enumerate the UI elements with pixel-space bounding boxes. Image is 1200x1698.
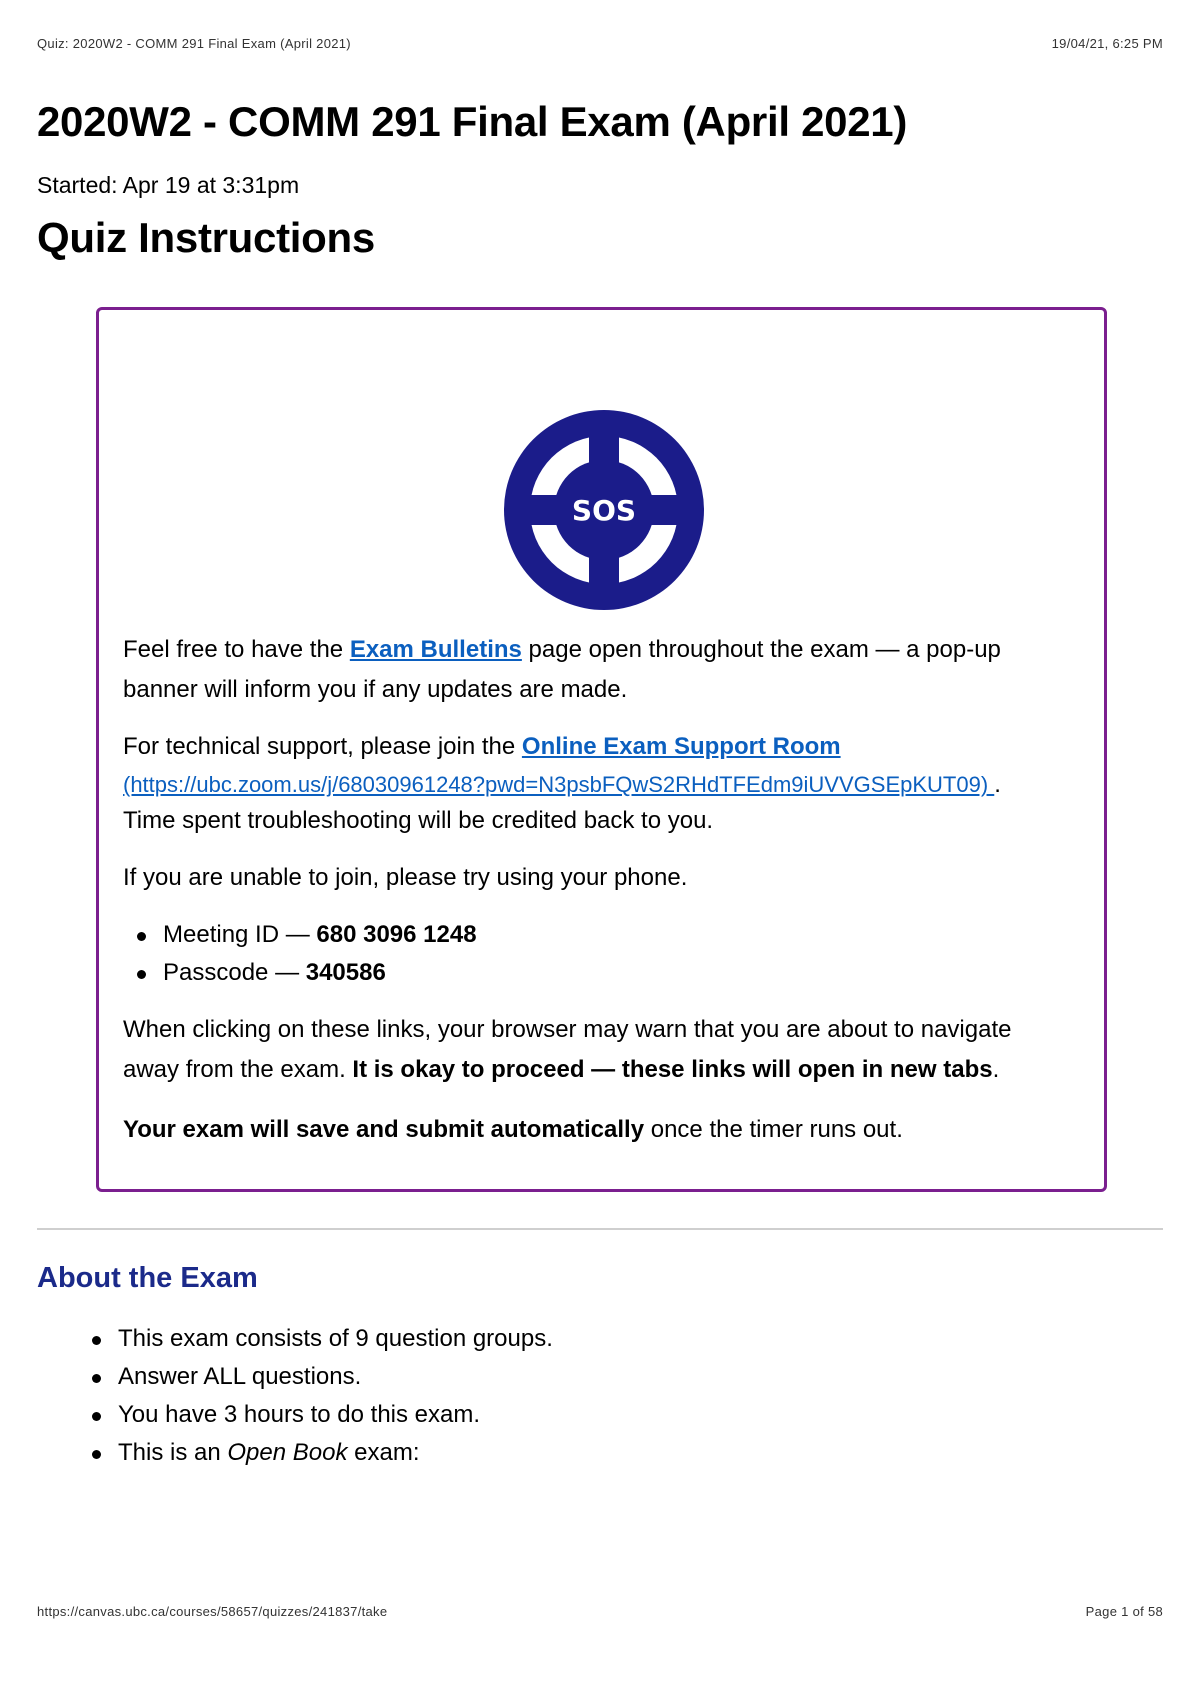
phone-paragraph: If you are unable to join, please try using your phone.	[123, 864, 688, 891]
page-number: Page 1 of 58	[1085, 1604, 1163, 1619]
about-item-text-after: exam:	[347, 1439, 420, 1466]
navigation-warning-line-1: When clicking on these links, your browser may warn that you are about to navigate	[123, 1016, 1012, 1043]
print-header-title: Quiz: 2020W2 - COMM 291 Final Exam (April 2021)	[37, 36, 351, 51]
list-item	[80, 1434, 553, 1472]
bulletins-paragraph	[123, 630, 1080, 710]
exam-support-notice	[96, 307, 1107, 1192]
support-text-before: For technical support, please join the	[123, 733, 522, 760]
autosubmit-text: once the timer runs out.	[644, 1116, 903, 1143]
list-item	[80, 1320, 553, 1358]
print-header-datetime: 19/04/21, 6:25 PM	[1051, 36, 1163, 51]
list-item	[80, 1358, 553, 1396]
passcode-label: Passcode —	[163, 959, 306, 986]
open-book-emphasis: Open Book	[227, 1439, 348, 1466]
bulletins-line-2: banner will inform you if any updates are made.	[123, 676, 628, 703]
navigation-warning-text: away from the exam.	[123, 1056, 353, 1083]
print-footer-url: https://canvas.ubc.ca/courses/58657/quizzes/241837/take	[37, 1604, 388, 1619]
online-exam-support-room-link[interactable]: Online Exam Support Room	[521, 733, 841, 760]
sos-lifebuoy-icon	[504, 410, 704, 610]
started-timestamp: Started: Apr 19 at 3:31pm	[37, 172, 300, 198]
section-divider	[37, 1228, 1163, 1230]
about-exam-list	[80, 1320, 553, 1472]
support-line-3: Time spent troubleshooting will be credited back to you.	[123, 807, 714, 834]
bullet-icon	[137, 932, 146, 941]
print-footer	[37, 1604, 1163, 1619]
about-item-text: This exam consists of 9 question groups.	[118, 1325, 553, 1352]
meeting-id-label: Meeting ID —	[163, 921, 317, 948]
support-paragraph	[123, 727, 1080, 839]
support-url-period: .	[994, 771, 1001, 798]
navigation-warning-paragraph	[123, 1010, 1080, 1090]
passcode-value: 340586	[305, 959, 386, 986]
list-item	[123, 954, 477, 992]
autosubmit-emphasis: Your exam will save and submit automatically	[123, 1116, 645, 1143]
about-item-text: Answer ALL questions.	[118, 1363, 362, 1390]
meeting-id-value: 680 3096 1248	[316, 921, 477, 948]
bulletins-text-before: Feel free to have the	[123, 636, 350, 663]
bullet-icon	[137, 970, 146, 979]
exam-title: 2020W2 - COMM 291 Final Exam (April 2021)	[37, 98, 908, 145]
list-item	[123, 916, 477, 954]
autosubmit-paragraph	[123, 1110, 1080, 1150]
navigation-warning-emphasis: It is okay to proceed — these links will open in new tabs	[352, 1056, 993, 1083]
bullet-icon	[92, 1412, 101, 1421]
bullet-icon	[92, 1450, 101, 1459]
bullet-icon	[92, 1374, 101, 1383]
bulletins-text-after: page open throughout the exam — a pop-up	[521, 636, 1001, 663]
support-line-1	[123, 727, 1080, 767]
navigation-warning-period: .	[992, 1056, 1000, 1083]
sos-logo-text: SOS	[571, 494, 637, 527]
zoom-url-link[interactable]: (https://ubc.zoom.us/j/68030961248?pwd=N3psbFQwS2RHdTFEdm9iUVVGSEpKUT09)	[123, 772, 995, 797]
about-exam-heading: About the Exam	[37, 1262, 258, 1294]
print-header	[37, 36, 1163, 51]
list-item	[80, 1396, 553, 1434]
quiz-instructions-heading: Quiz Instructions	[37, 214, 375, 261]
bulletins-line-1	[123, 630, 1080, 670]
about-item-text: You have 3 hours to do this exam.	[118, 1401, 481, 1428]
navigation-warning-line-2	[123, 1050, 1080, 1090]
bullet-icon	[92, 1336, 101, 1345]
exam-bulletins-link[interactable]: Exam Bulletins	[349, 636, 522, 663]
about-item-text: This is an	[118, 1439, 228, 1466]
support-line-2	[123, 767, 1080, 803]
phone-details-list	[123, 916, 477, 992]
